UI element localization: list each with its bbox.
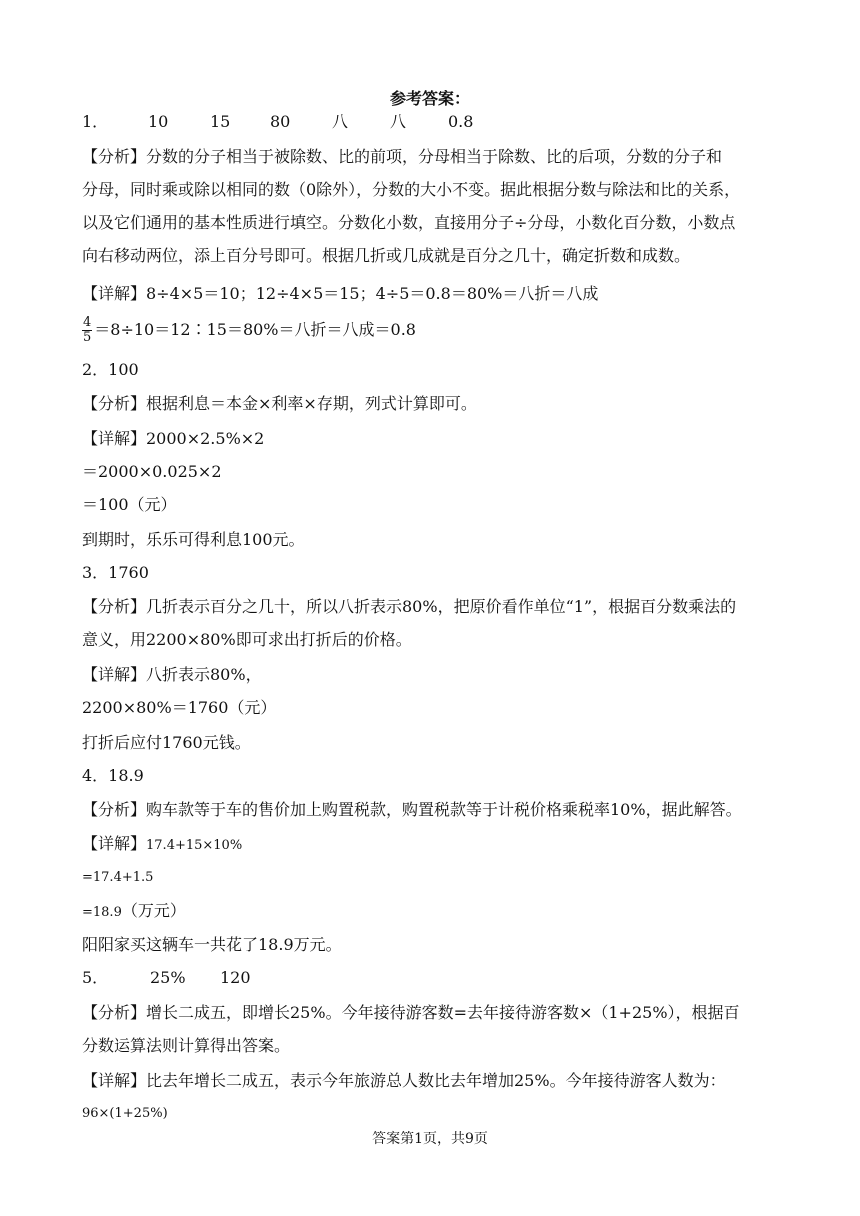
q4-detail-label: 【详解】 (82, 834, 147, 853)
q5-answer-2: 120 (220, 968, 251, 987)
q5-detail: 【详解】比去年增长二成五，表示今年旅游总人数比去年增加25%。今年接待游客人数为： (82, 1071, 726, 1090)
q1-answer-2: 15 (210, 112, 231, 131)
q2-heading: 2．100 (82, 360, 139, 379)
q1-analysis-line: 向右移动两位，添上百分号即可。根据几折或几成就是百分之几十，确定折数和成数。 (82, 246, 691, 265)
q5-analysis-line: 【分析】增长二成五，即增长25%。今年接待游客数=去年接待游客数×（1+25%），根据百 (82, 1003, 740, 1022)
q1-answer-1: 10 (148, 112, 169, 131)
q3-detail-line: 2200×80%＝1760（元） (82, 698, 277, 717)
q1-detail: 【详解】8÷4×5＝10；12÷4×5＝15；4÷5＝0.8＝80%＝八折＝八成 (82, 284, 599, 303)
q4-detail-expression: 17.4+15×10% (146, 838, 243, 853)
q4-result-unit: （万元） (121, 901, 186, 920)
q2-detail-line: ＝100（元） (82, 495, 177, 514)
q1-answer-5: 八 (390, 112, 407, 131)
q3-analysis-line: 【分析】几折表示百分之几十，所以八折表示80%，把原价看作单位“1”，根据百分数乘法的 (82, 597, 737, 616)
q1-analysis-line: 【分析】分数的分子相当于被除数、比的前项，分母相当于除数、比的后项，分数的分子和 (82, 147, 723, 166)
q4-detail-line: =17.4+1.5 (82, 870, 154, 885)
q4-heading: 4．18.9 (82, 766, 144, 785)
q4-conclusion: 阳阳家买这辆车一共花了18.9万元。 (82, 935, 342, 954)
q4-analysis: 【分析】购车款等于车的售价加上购置税款，购置税款等于计税价格乘税率10%，据此解答。 (82, 800, 742, 819)
q5-number: 5． (82, 968, 109, 987)
q3-analysis-line: 意义，用2200×80%即可求出打折后的价格。 (82, 630, 412, 649)
q4-detail (82, 834, 242, 856)
q5-expression: 96×(1+25%) (82, 1106, 168, 1121)
fraction-denominator: 5 (83, 330, 92, 345)
q3-heading: 3．1760 (82, 563, 149, 582)
q2-conclusion: 到期时，乐乐可得利息100元。 (82, 530, 305, 549)
q1-detail-fraction-line (82, 312, 416, 348)
fraction (82, 316, 92, 345)
q1-answer-3: 80 (270, 112, 291, 131)
q3-detail-line: 【详解】八折表示80%， (82, 665, 262, 684)
fraction-numerator: 4 (83, 315, 92, 330)
q1-detail-equation: ＝8÷10＝12∶15＝80%＝八折＝八成＝0.8 (94, 320, 416, 339)
q1-analysis-line: 分母，同时乘或除以相同的数（0除外），分数的大小不变。据此根据分数与除法和比的关系， (82, 180, 741, 199)
q3-conclusion: 打折后应付1760元钱。 (82, 733, 251, 752)
q5-analysis-line: 分数运算法则计算得出答案。 (82, 1036, 291, 1055)
page-title: 参考答案： (389, 89, 470, 108)
page-footer: 答案第1页，共9页 (372, 1131, 488, 1147)
q1-analysis-line: 以及它们通用的基本性质进行填空。分数化小数，直接用分子÷分母，小数化百分数，小数点 (82, 213, 736, 232)
q2-detail-line: 【详解】2000×2.5%×2 (82, 429, 265, 448)
q5-answer-line (82, 968, 251, 988)
q1-answer-line (82, 112, 473, 132)
q1-answer-6: 0.8 (448, 112, 474, 131)
q2-detail-line: ＝2000×0.025×2 (82, 462, 222, 481)
q1-answer-4: 八 (332, 112, 349, 131)
q4-result-value: =18.9 (82, 905, 122, 920)
q2-analysis: 【分析】根据利息＝本金×利率×存期，列式计算即可。 (82, 394, 477, 413)
q4-detail-result (82, 901, 186, 923)
q5-answer-1: 25% (150, 968, 186, 987)
q1-number: 1． (82, 112, 109, 131)
